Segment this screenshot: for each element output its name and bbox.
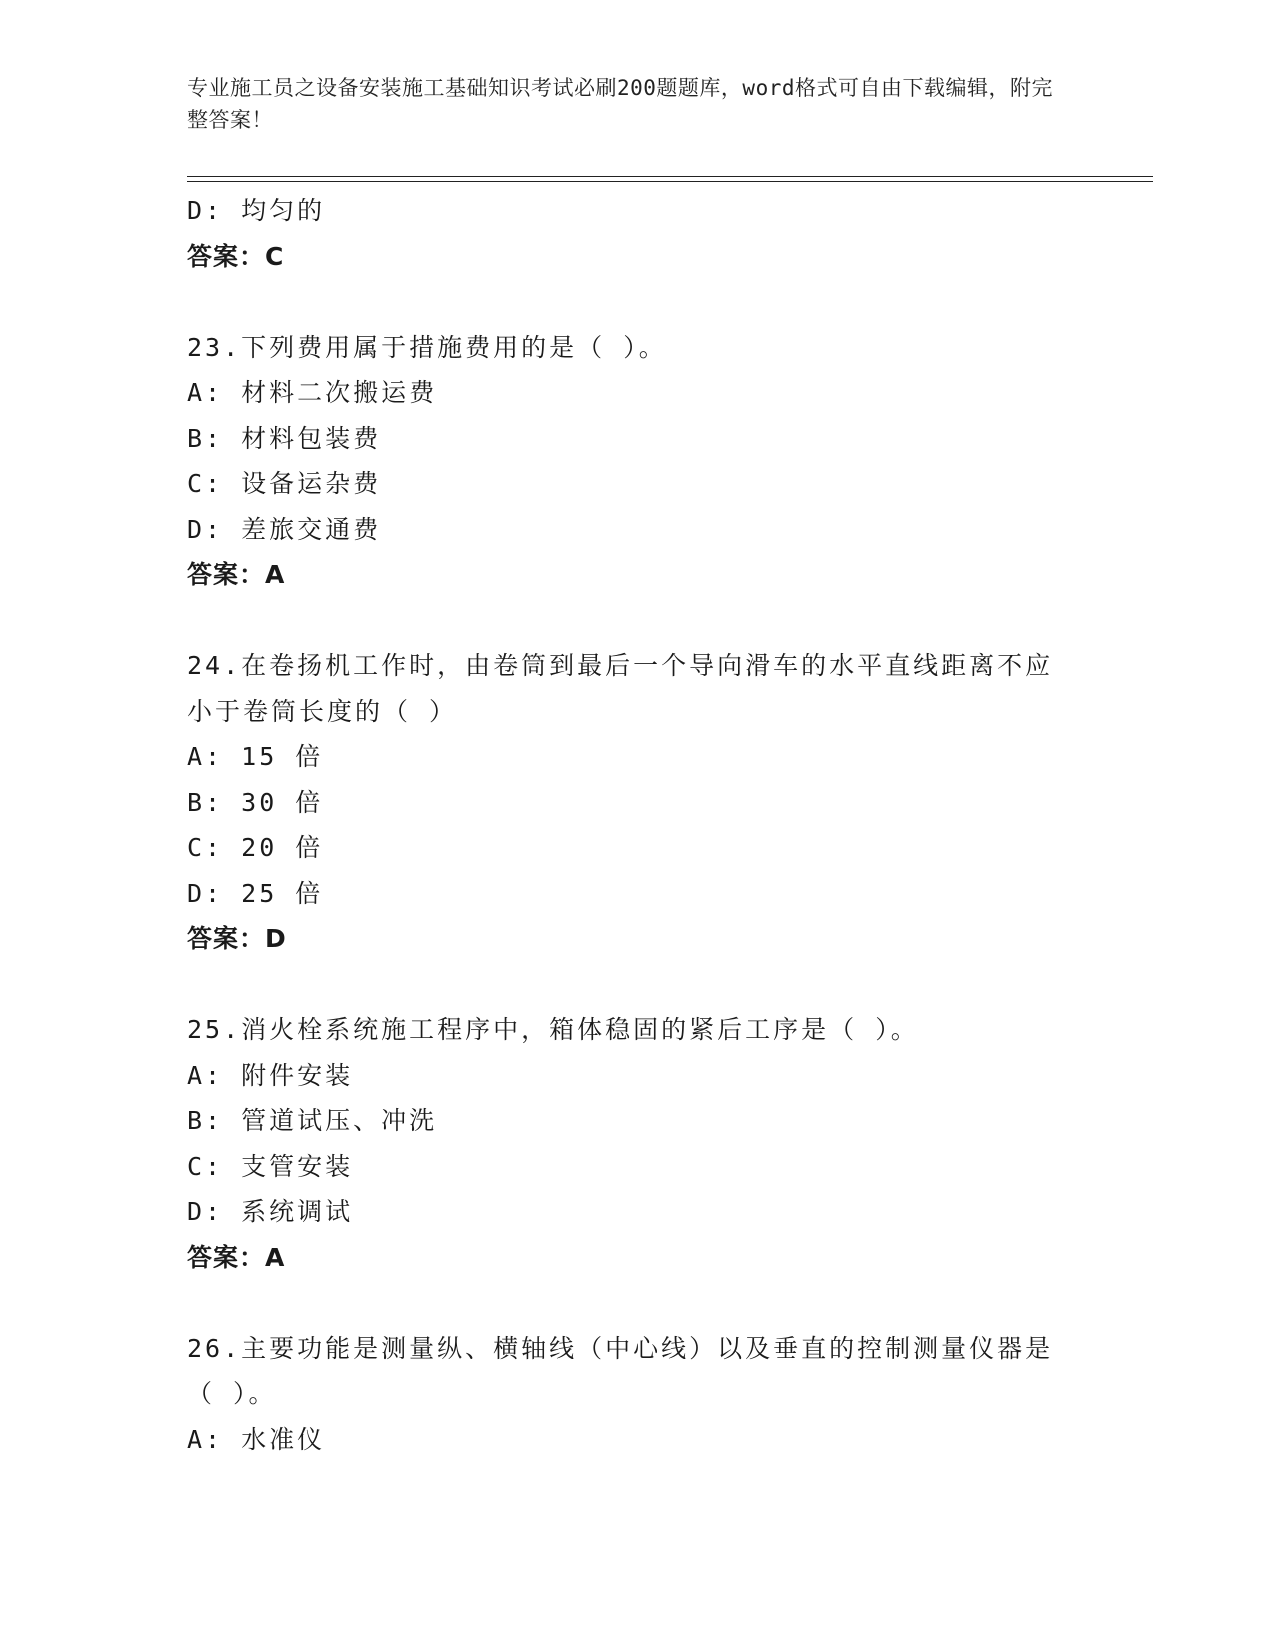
question-26 [187,1326,1087,1463]
question-stem: 24.在卷扬机工作时，由卷筒到最后一个导向滑车的水平直线距离不应 [187,651,1054,680]
question-gap [187,279,1087,325]
question-24 [187,643,1087,962]
option-a: A: 水准仪 [187,1424,326,1454]
option-d: D: 差旅交通费 [187,514,382,544]
question-gap [187,962,1087,1008]
header-divider-top [187,176,1153,177]
question-gap [187,1280,1087,1326]
answer-line: 答案：D [187,924,287,953]
option-c: C: 20 倍 [187,833,324,862]
question-gap [187,598,1087,644]
answer-line: 答案：A [187,1242,286,1272]
question-stem: 25.消火栓系统施工程序中，箱体稳固的紧后工序是（ ）。 [187,1015,919,1044]
header-divider-bottom [187,181,1153,182]
option-c: C: 设备运杂费 [187,469,382,498]
option-a: A: 15 倍 [187,742,324,771]
question-23 [187,325,1087,598]
option-c: C: 支管安装 [187,1151,354,1181]
question-stem-continued: （ ）。 [187,1379,277,1408]
option-a: A: 附件安装 [187,1060,354,1090]
option-b: B: 管道试压、冲洗 [187,1106,438,1135]
option-a: A: 材料二次搬运费 [187,378,438,407]
question-stem: 23.下列费用属于措施费用的是（ ）。 [187,332,667,362]
option-d: D: 均匀的 [187,196,326,225]
question-stem-continued: 小于卷筒长度的（ ） [187,696,458,726]
question-stem: 26.主要功能是测量纵、横轴线（中心线）以及垂直的控制测量仪器是 [187,1333,1054,1363]
option-d: D: 25 倍 [187,878,324,908]
option-b: B: 30 倍 [187,787,324,817]
answer-line: 答案：C [187,241,285,271]
page-header: 专业施工员之设备安装施工基础知识考试必刷200题题库，word格式可自由下载编辑，附完整答案！ [187,76,1053,132]
option-b: B: 材料包装费 [187,423,382,453]
answer-line: 答案：A [187,560,286,589]
question-list [187,188,1087,1462]
question-25 [187,1007,1087,1280]
option-d: D: 系统调试 [187,1197,354,1226]
